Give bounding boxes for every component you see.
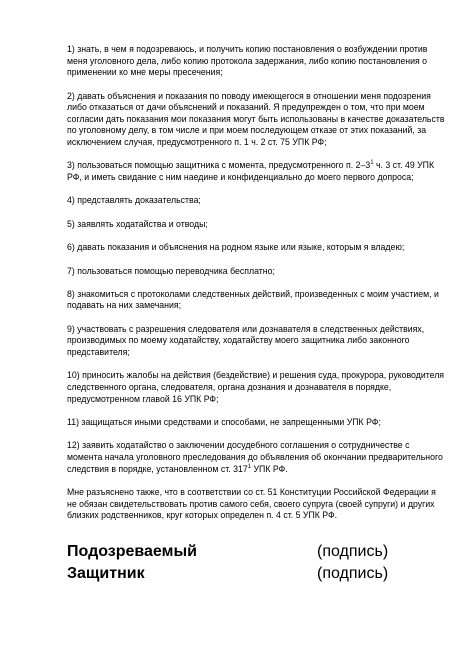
constitution-note: Мне разъяснено также, что в соответствии со ст. 51 Конституции Российской Федерации я не обязан свидетельствовать против самого себя, своего супруга (своей супруги) и других близких родственников, круг которых определен п. 4 ст. 5 УПК РФ. <box>67 487 436 521</box>
signature-caption-suspect: (подпись) <box>317 543 389 560</box>
right-item-9: 9) участвовать с разрешения следователя или дознавателя в следственных действиях, производимых по моему ходатайству, ходатайству моего защитника либо законного представителя; <box>67 323 425 358</box>
right-item-8: 8) знакомиться с протоколами следственных действий, произведенных с моим участием, и подавать на них замечания; <box>67 288 439 311</box>
signature-label-defender: Защитник <box>67 565 145 582</box>
right-item-11: 11) защищаться иными средствами и способами, не запрещенными УПК РФ; <box>67 417 381 428</box>
right-item-6: 6) давать показания и объяснения на родном языке или языке, которым я владею; <box>67 242 405 253</box>
right-item-3-text-end: ч. 3 ст. 49 УПК РФ, и иметь свидание с ним наедине и конфиденциально до моего первого допроса; <box>67 160 435 182</box>
right-item-3 <box>67 160 445 183</box>
right-item-10: 10) приносить жалобы на действия (бездействие) и решения суда, прокурора, руководителя следственного органа, следователя, органа дознания и дознавателя в порядке, предусмотренном главой 16 УПК РФ; <box>67 370 445 404</box>
superscript-marker: 1 <box>370 160 374 167</box>
right-item-1: 1) знать, в чем я подозреваюсь, и получить копию постановления о возбуждении против меня уголовного дела, либо копию протокола задержания, либо копию постановления о применении ко мне меры пресечения; <box>67 44 428 78</box>
right-item-7: 7) пользоваться помощью переводчика бесплатно; <box>67 265 275 276</box>
signature-row-suspect <box>67 543 445 560</box>
signature-caption-defender: (подпись) <box>317 565 389 582</box>
right-item-12-text-start: 12) заявить ходатайство о заключении досудебного соглашения о сотрудничестве с момента начала уголовного преследования до объявления об окончании предварительного следствия в порядке, установленном ст. 317 <box>67 440 443 474</box>
right-item-12 <box>67 440 445 475</box>
right-item-12-text-end: УПК РФ. <box>251 463 288 474</box>
signature-row-defender <box>67 565 445 582</box>
right-item-4: 4) представлять доказательства; <box>67 195 201 206</box>
signature-label-suspect: Подозреваемый <box>67 543 197 560</box>
right-item-2: 2) давать объяснения и показания по поводу имеющегося в отношении меня подозрения либо отказаться от дачи объяснений и показаний. Я предупрежден о том, что при моем согласии дать показания мои показания могут быть использованы в качестве доказательств по уголовному делу, в том числе и при моем последующем отказе от этих показаний, за исключением случая, предусмотренного п. 1 ч. 2 ст. 75 УПК РФ; <box>67 90 445 147</box>
right-item-3-text-start: 3) пользоваться помощью защитника с момента, предусмотренного п. 2–3 <box>67 160 371 171</box>
superscript-marker: 1 <box>247 463 252 470</box>
right-item-5: 5) заявлять ходатайства и отводы; <box>67 218 208 229</box>
document-body <box>67 44 445 534</box>
